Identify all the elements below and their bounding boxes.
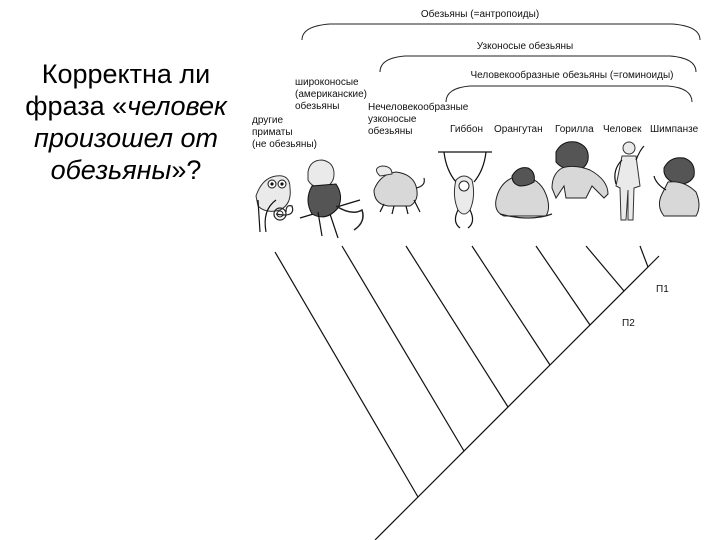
other-primate-illustration xyxy=(256,176,293,232)
svg-text:(не обезьяны): (не обезьяны) xyxy=(252,139,317,150)
svg-text:широконосые: широконосые xyxy=(295,77,359,88)
question-line-4-tail: »? xyxy=(171,155,202,185)
question-line-1: Корректна ли xyxy=(41,59,211,89)
bracket-anthropoids xyxy=(302,24,700,40)
taxon-other-primates xyxy=(252,115,317,150)
node-label-p2: П2 xyxy=(622,318,635,329)
phylogenetic-tree xyxy=(275,246,659,540)
tree-trunk xyxy=(375,256,659,540)
label-anthropoids: Обезьяны (=антропоиды) xyxy=(420,9,540,20)
question-line-2-italic: человек xyxy=(127,91,227,121)
label-catarrhines: Узконосые обезьяны xyxy=(476,41,574,52)
svg-text:обезьяны: обезьяны xyxy=(295,101,340,112)
branch-new-world-monkeys xyxy=(342,246,464,451)
taxon-human: Человек xyxy=(603,124,642,135)
bracket-hominoids xyxy=(446,86,692,102)
taxon-gibbon: Гиббон xyxy=(450,124,483,135)
question-line-3-italic: произошел от xyxy=(34,123,218,153)
label-hominoids: Человекообразные обезьяны (=гоминоиды) xyxy=(470,70,674,81)
chimpanzee-illustration xyxy=(654,158,699,216)
question-line-2-plain: фраза « xyxy=(25,91,128,121)
new-world-monkey-illustration xyxy=(300,160,363,238)
svg-text:приматы: приматы xyxy=(252,127,293,138)
branch-other-primates xyxy=(275,252,418,497)
human-illustration xyxy=(615,142,644,220)
taxon-new-world-monkeys xyxy=(295,77,367,112)
svg-text:Нечеловекообразные: Нечеловекообразные xyxy=(368,102,469,113)
svg-text:(американские): (американские) xyxy=(295,89,368,100)
svg-text:другие: другие xyxy=(252,115,284,126)
taxon-chimpanzee: Шимпанзе xyxy=(650,124,699,135)
taxon-orangutan: Орангутан xyxy=(494,124,543,135)
orangutan-illustration xyxy=(496,168,552,218)
branch-gibbon xyxy=(472,246,550,365)
old-world-monkey-illustration xyxy=(374,166,424,214)
branch-gorilla xyxy=(586,246,624,291)
node-label-p1: П1 xyxy=(656,284,669,295)
branch-orangutan xyxy=(536,246,590,325)
branch-old-world-monkeys xyxy=(406,246,508,407)
svg-text:узконосые: узконосые xyxy=(368,114,417,125)
taxon-gorilla: Горилла xyxy=(555,124,594,135)
branch-human xyxy=(640,246,648,267)
question-line-4-italic: обезьяны xyxy=(50,155,172,185)
gibbon-illustration xyxy=(438,152,492,228)
svg-text:обезьяны: обезьяны xyxy=(368,126,413,137)
gorilla-illustration xyxy=(552,142,608,198)
